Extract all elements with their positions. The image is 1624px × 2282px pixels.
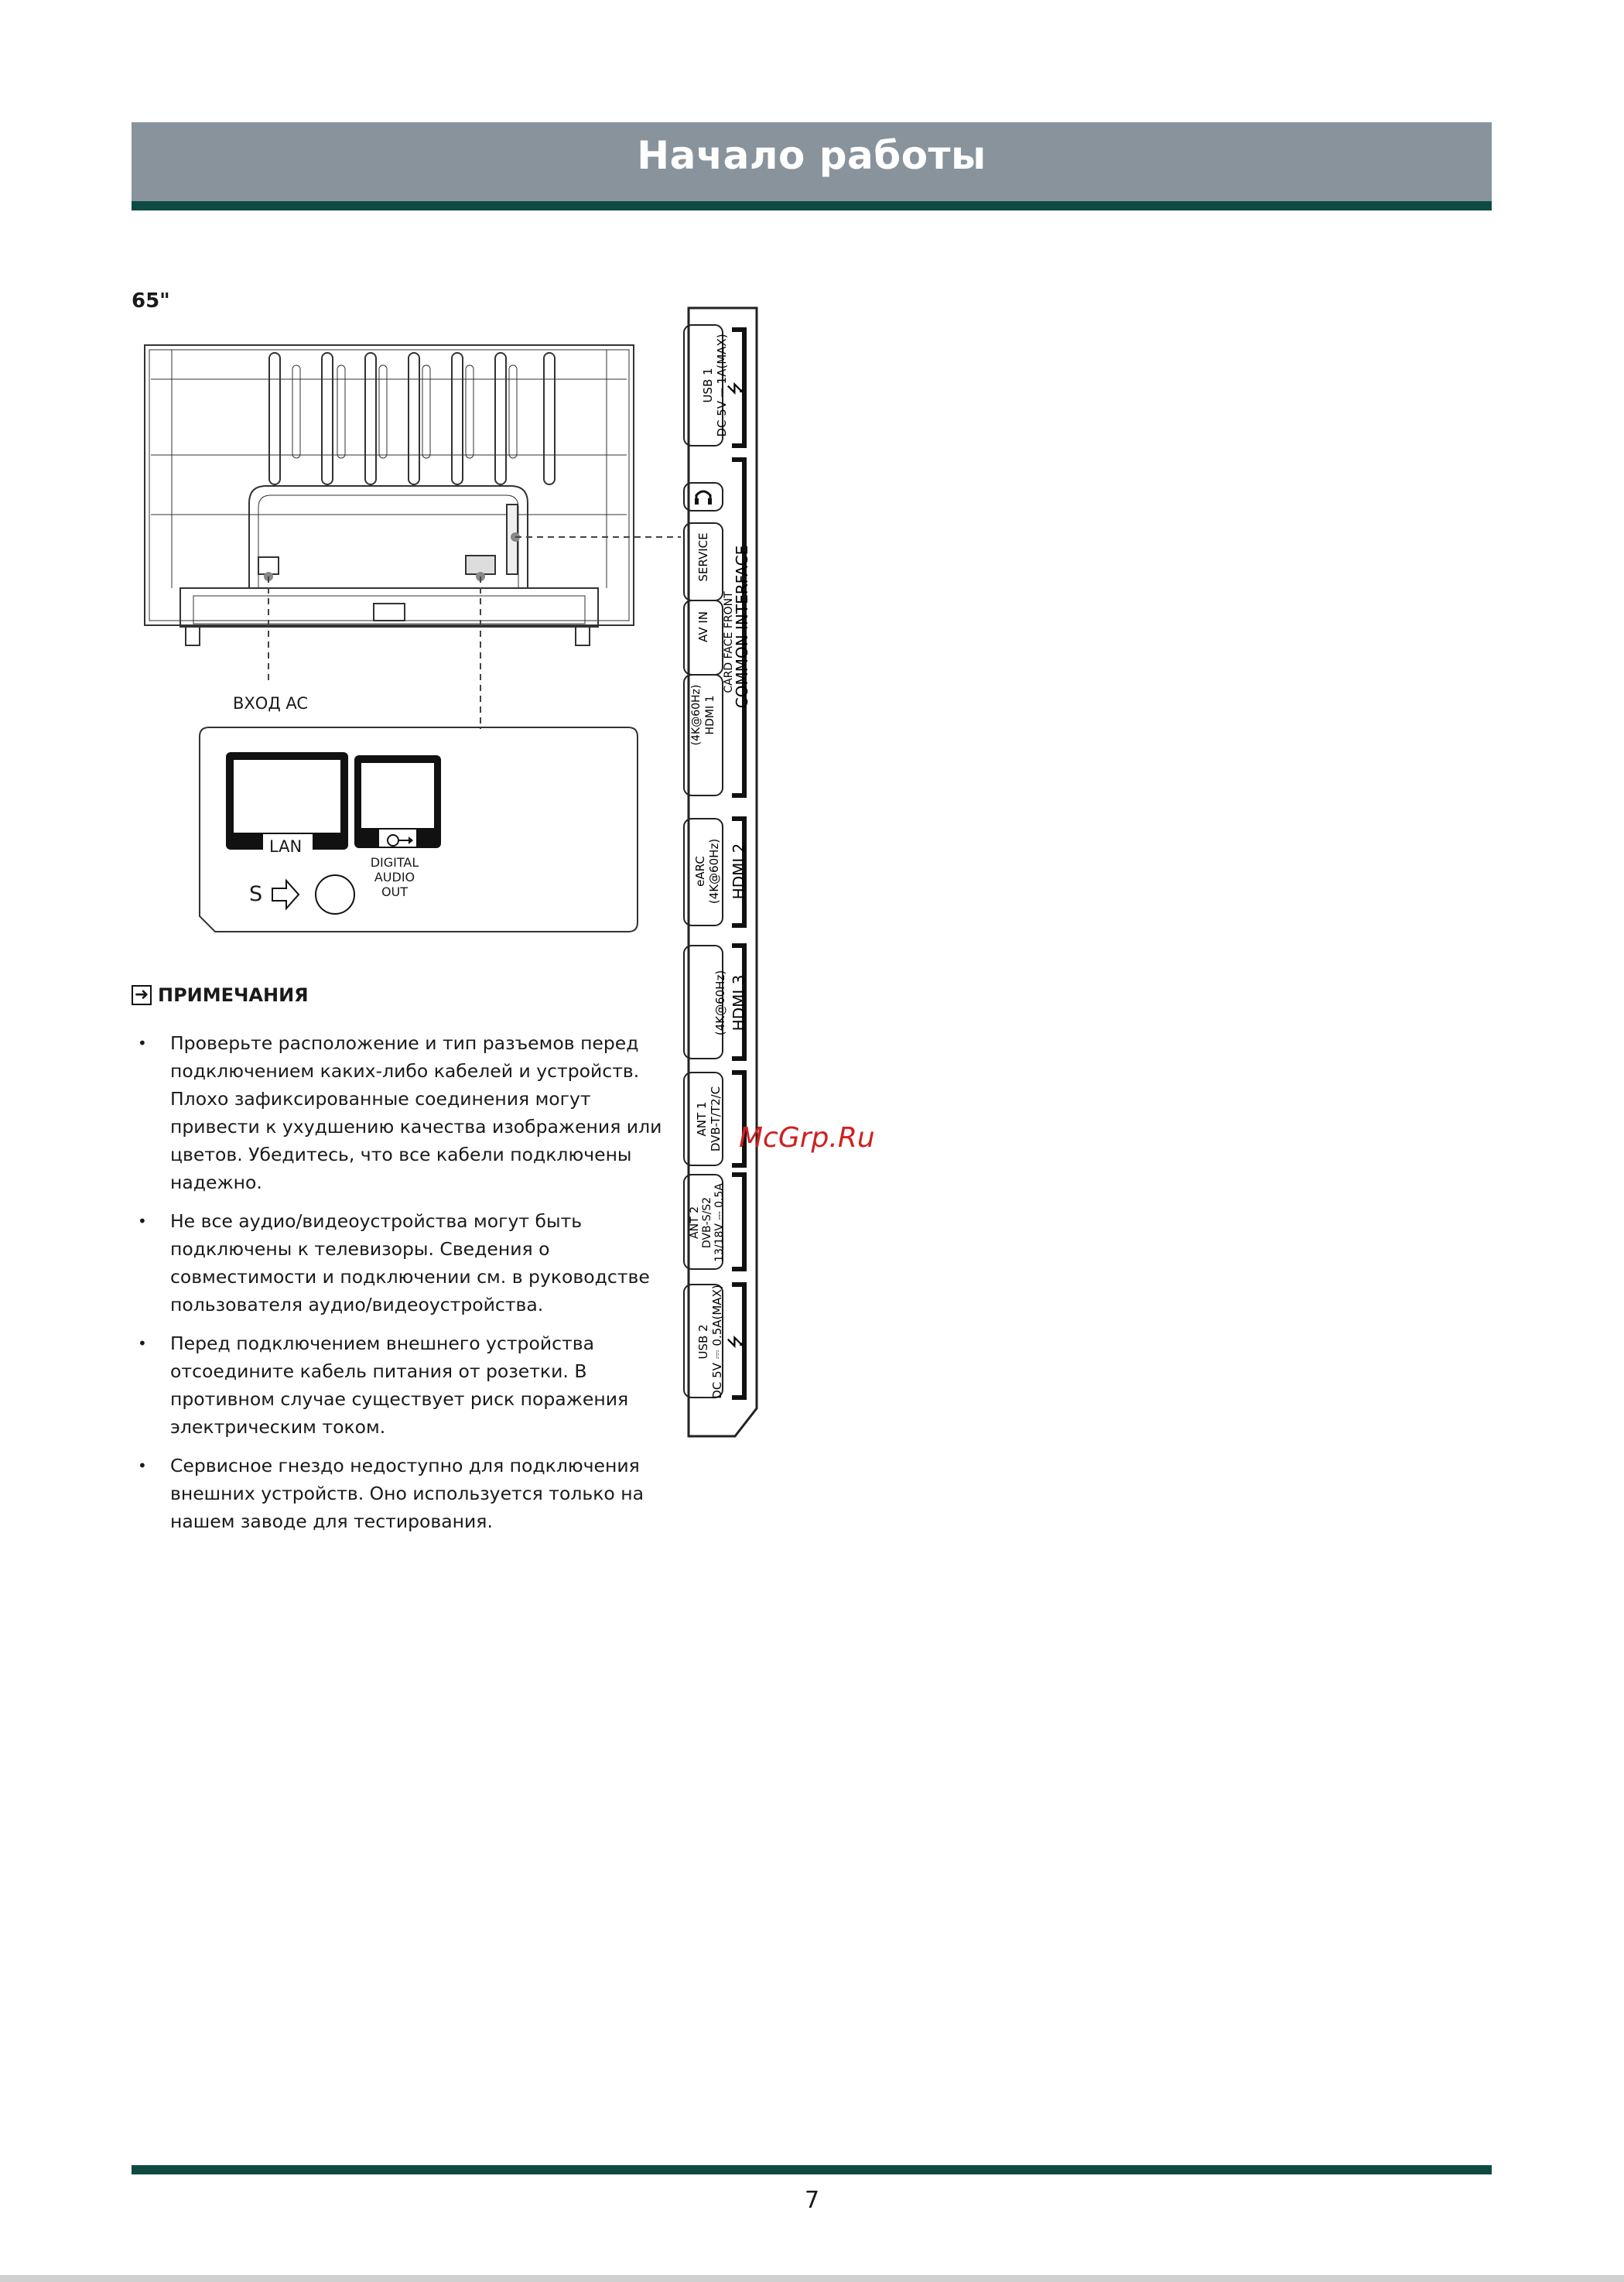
note-item: • Сервисное гнездо недоступно для подключения внешних устройств. Оно используется только на нашем заводе для тестирования. [138,1452,681,1535]
watermark: McGrp.Ru [739,1122,875,1154]
notes-list [138,1029,681,1546]
svg-text:⭍: ⭍ [727,381,746,396]
usb2-label-line1: USB 2 [696,1324,710,1360]
bottom-band [0,2275,1624,2282]
note-item: • Перед подключением внешнего устройства отсоедините кабель питания от розетки. В противном случае существует риск поражения электрическим током. [138,1329,681,1441]
hdmi1-label-line1: (4K@60Hz) [690,684,703,746]
lan-port-label: LAN [269,837,303,856]
notes-heading [132,984,309,1006]
hdmi3-label-line2: HDMI 3 [730,974,748,1032]
ci-label-line1: CARD FACE FRONT [723,591,735,693]
hdmi2-label-line1: eARC [693,856,707,887]
svg-text:⭍: ⭍ [727,1334,746,1350]
usb2-label-line2: DC 5V ⎓ 0.5A(MAX) [710,1285,724,1399]
page-title: Начало работы [637,133,986,178]
hdmi2-label-line2: (4K@60Hz) [707,838,721,905]
hdmi3-label-line1: (4K@60Hz) [713,970,727,1036]
usb1-label-line1: USB 1 [701,368,715,403]
page-number: 7 [804,2187,820,2214]
ant1-label-line1: ANT 1 [695,1101,709,1137]
hdmi1-label-line2: HDMI 1 [704,695,716,735]
digital-audio-label-line2: AUDIO OUT [374,870,415,899]
s-label: S [249,882,263,906]
usb1-label-line2: DC 5V ⎓ 1A(MAX) [715,334,729,437]
ci-label-line2: COMMON INTERFACE [733,545,751,709]
note-item: • Не все аудио/видеоустройства могут быть подключены к телевизоры. Сведения о совместимости и подключении см. в руководстве пользователя аудио/видеоустройства. [138,1207,681,1319]
note-item: • Проверьте расположение и тип разъемов перед подключением каких-либо кабелей и устройств. Плохо зафиксированные соединения могут привести к ухудшению качества изображения или цветов. Убедитесь, что все кабели подключены надежно. [138,1029,681,1196]
model-size-label: 65" [132,289,170,313]
arrow-right-icon: ➜ [132,985,152,1005]
service-label: SERVICE [696,532,710,582]
footer-rule [132,2165,1492,2174]
digital-audio-label-line1: DIGITAL [370,855,419,870]
av-in-label: AV IN [696,611,710,642]
ant2-label-line2: DVB-S/S2 [701,1196,713,1249]
ant2-label-line1: ANT 2 [689,1206,701,1239]
ant2-label-line3: 13/18V ⎓ 0.5A [713,1183,726,1262]
ac-input-label: ВХОД AC [233,694,309,713]
notes-heading-text: ПРИМЕЧАНИЯ [158,984,309,1006]
hdmi2-label-line3: HDMI 2 [730,843,748,900]
ant1-label-line2: DVB-T/T2/C [709,1086,723,1152]
